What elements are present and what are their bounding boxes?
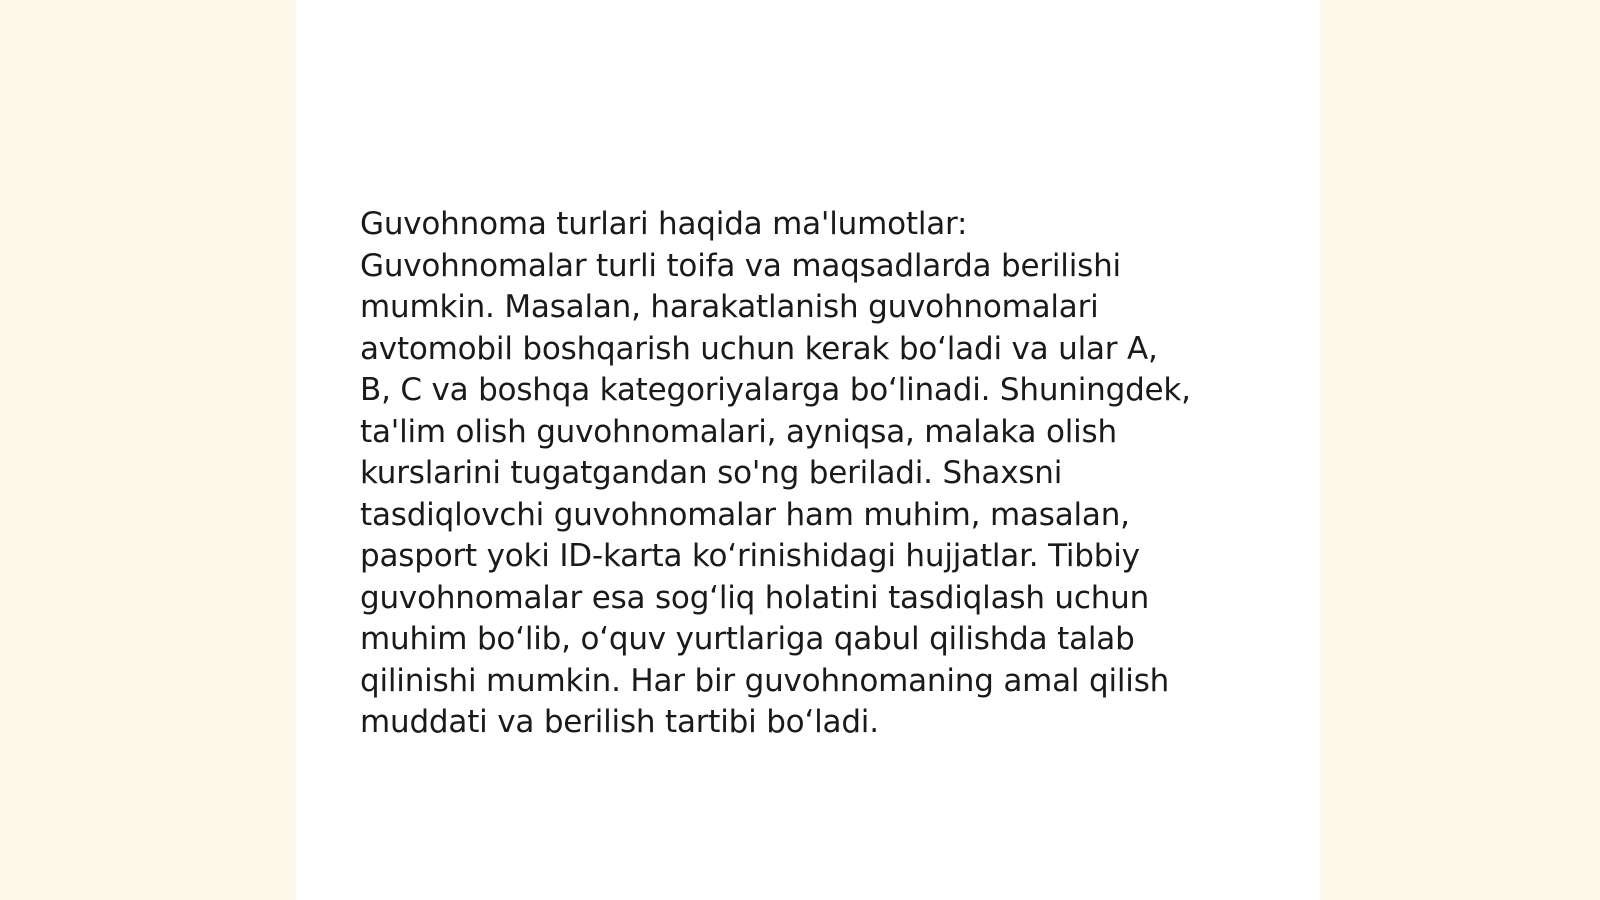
document-text-line: B, C va boshqa kategoriyalarga boʻlinadi. Shuningdek, (360, 372, 1191, 408)
document-text-line: avtomobil boshqarish uchun kerak boʻladi va ular A, (360, 330, 1158, 367)
document-text-line: qilinishi mumkin. Har bir guvohnomaning amal qilish (360, 662, 1170, 699)
document-text-line: muhim boʻlib, oʻquv yurtlariga qabul qilishda talab (360, 621, 1135, 657)
document-text-line: guvohnomalar esa sogʻliq holatini tasdiqlash uchun (360, 579, 1150, 616)
document-page (296, 0, 1320, 900)
document-text-line: muddati va berilish tartibi boʻladi. (360, 704, 879, 740)
document-text (360, 204, 1260, 744)
document-text-line: Guvohnomalar turli toifa va maqsadlarda berilishi (360, 247, 1121, 284)
document-text-line: ta'lim olish guvohnomalari, ayniqsa, malaka olish (360, 413, 1117, 450)
document-text-line: tasdiqlovchi guvohnomalar ham muhim, masalan, (360, 496, 1130, 533)
document-text-line: kurslarini tugatgandan so'ng beriladi. Shaxsni (360, 455, 1063, 491)
document-text-line: pasport yoki ID-karta koʻrinishidagi hujjatlar. Tibbiy (360, 538, 1140, 574)
document-text-line: mumkin. Masalan, harakatlanish guvohnomalari (360, 289, 1099, 325)
document-heading-line: Guvohnoma turlari haqida ma'lumotlar: (360, 206, 968, 242)
